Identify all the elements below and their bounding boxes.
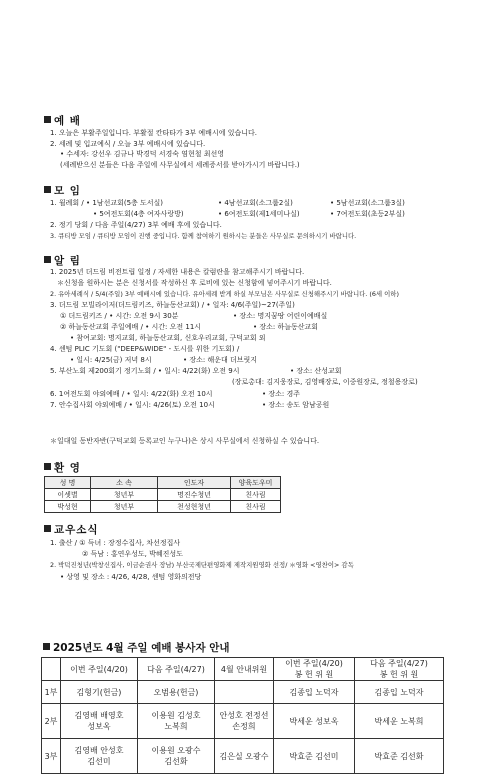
table-header: 이번 주일(4/20) [61,658,138,681]
table-cell: 김은실 오광수 [215,739,274,774]
table-row [45,489,281,501]
section-title-servers [43,640,230,655]
worship-line-2: 2. 세례 및 입교예식 / 오늘 3부 예배시에 있습니다. [50,140,206,148]
table-cell: 박성현 [45,501,91,513]
table-header-row [42,658,444,681]
worship-line-4: (세례받으신 분들은 다음 주일에 사무실에서 세례증서를 받아가시기 바랍니다.) [60,161,300,169]
table-cell: 이셋별 [45,489,91,501]
row-label: 3부 [42,739,61,774]
table-row [42,681,444,704]
table-cell: 박효준 김선미 [274,739,355,774]
square-bullet-icon [44,116,51,123]
table-cell: 명진수청년 [158,489,231,501]
section-title-worship [44,113,81,128]
meetings-line-1c: • 5남선교회(소그룹3실) [330,199,405,207]
table-header: 다음 주일(4/27) [138,658,215,681]
row-label: 2부 [42,704,61,739]
cell-line: 안성호 전정선 [219,711,269,720]
cell-line: 노복희 [164,722,188,731]
table-cell: 친사림 [231,501,281,513]
header-line: 다음 주일(4/27) [370,659,428,668]
worship-title: 예 배 [54,115,81,127]
table-cell: 김형기(헌금) [61,681,138,704]
announce-title: 알 림 [54,255,81,267]
worship-line-1: 1. 오늘은 부활주일입니다. 부활절 칸타타가 3부 예배시에 있습니다. [50,129,257,137]
table-cell: 김종입 노덕자 [274,681,355,704]
cell-line: 이용원 오광수 [151,746,201,755]
table-header-empty [42,658,61,681]
announce-line-2: ＊신청을 원하시는 분은 신청서를 작성하신 후 로비에 있는 신청함에 넣어주시기 바랍니다. [57,279,332,287]
table-header [274,658,355,681]
meetings-title: 모 임 [54,185,81,197]
table-header: 성 명 [45,477,91,489]
table-header: 인도자 [158,477,231,489]
news-line-1: 1. 출산 / ① 득녀 : 장정수집사, 차선정집사 [50,539,181,547]
table-header: 양육도우미 [231,477,281,489]
table-row [45,501,281,513]
cell-line: 이용원 김성호 [151,711,201,720]
announce-line-12a: 6. 1여전도회 야외예배 / • 일시: 4/22(화) 오전 10시 [50,390,213,398]
announce-line-6a: ② 하늘동산교회 주일예배 / • 시간: 오전 11시 [60,323,202,331]
announce-line-9b: • 장소: 해운대 더브릿지 [183,356,258,364]
table-header: 4월 안내위원 [215,658,274,681]
announce-line-8: 4. 센텀 PLIC 기도회 ("DEEP&WIDE" - 도시를 위한 기도회) / [50,345,240,353]
announce-note: ＊일대일 동반자반(구덕교회 등록교인 누구나)은 상시 사무실에서 신청하실 수 있습니다. [50,437,320,445]
square-bullet-icon [44,186,51,193]
section-title-members-news [44,522,99,537]
cell-line: 김선화 [164,757,188,766]
table-cell [61,704,138,739]
section-title-welcome [44,460,81,475]
meetings-line-2a: • 5여전도회(4층 여자사랑방) [93,210,184,218]
announce-line-11: (장로총대: 김지웅장로, 김영배장로, 이중원장로, 정철용장로) [232,378,418,386]
header-line: 봉 헌 위 원 [379,670,419,679]
cell-line: 김영배 안성호 [74,746,124,755]
announce-line-9a: • 일시: 4/25(금) 저녁 8시 [70,356,152,364]
table-cell [138,739,215,774]
table-cell: 김종입 노덕자 [355,681,444,704]
table-cell [215,704,274,739]
table-cell: 청년부 [91,489,158,501]
square-bullet-icon [44,256,51,263]
table-row [42,704,444,739]
table-cell [61,739,138,774]
header-line: 봉 헌 위 원 [294,670,334,679]
announce-line-12b: • 장소: 경주 [262,390,300,398]
table-header: 소 속 [91,477,158,489]
meetings-line-1a: 1. 월례회 / • 1남선교회(5층 도서실) [50,199,164,207]
announce-line-13a: 7. 안수집사회 야외예배 / • 일시: 4/26(토) 오전 10시 [50,401,215,409]
meetings-line-2b: • 6여전도회(제1세미나실) [218,210,300,218]
square-bullet-icon [44,525,51,532]
cell-line: 김선미 [87,757,111,766]
announce-line-10b: • 장소: 산성교회 [290,367,342,375]
cell-line: 손정희 [232,722,256,731]
members-news-title: 교우소식 [54,524,99,536]
servers-table [41,657,444,774]
news-line-3: 2. 박덕진청년(박창신집사, 이금순권사 장남) 부산국제단편영화제 제작지원영화 선정/ ＊영화 <영찬이> 감독 [50,561,354,569]
table-cell: 청년부 [91,501,158,513]
announce-line-6b: • 장소: 하늘동산교회 [253,323,319,331]
section-title-meetings [44,183,81,198]
table-cell: 천성현청년 [158,501,231,513]
meetings-line-4: 3. 큐티방 모임 / 큐티방 모임이 진행 중입니다. 함께 참여하기 원하시는 분들은 사무실로 문의하시기 바랍니다. [50,232,357,240]
meetings-line-3: 2. 정기 당회 / 다음 주일(4/27) 3부 예배 후에 있습니다. [50,221,222,229]
table-cell: 친사림 [231,489,281,501]
cell-line: 성보옥 [87,722,111,731]
table-cell: 박효준 김선화 [355,739,444,774]
table-cell: 오범용(헌금) [138,681,215,704]
table-cell: 박세운 노복희 [355,704,444,739]
announce-line-5a: ① 더드림키즈 / • 시간: 오전 9시 30분 [60,312,179,320]
section-title-announce [44,253,81,268]
announce-line-10a: 5. 부산노회 제200회기 정기노회 / • 일시: 4/22(화) 오전 9시 [50,367,240,375]
announce-line-7: • 참여교회: 명지교회, 하늘동산교회, 신호우리교회, 구덕교회 외 [70,334,266,342]
announce-line-4: 3. 더드림 모빌라이저(더드림키즈, 하늘동산교회) / • 일자: 4/6(주일)~27(주일) [50,301,295,309]
welcome-title: 환 영 [54,462,81,474]
cell-line: 김영배 배영호 [74,711,124,720]
servers-title: 2025년도 4월 주일 예배 봉사자 안내 [53,642,230,654]
meetings-line-2c: • 7여전도회(초등2부실) [330,210,405,218]
announce-line-5b: • 장소: 명지꿈땅 어린이예배실 [233,312,328,320]
table-cell: 박세운 성보옥 [274,704,355,739]
header-line: 이번 주일(4/20) [285,659,343,668]
announce-line-13b: • 장소: 송도 암남공원 [262,401,330,409]
table-cell [138,704,215,739]
news-line-4: • 상영 및 장소 : 4/26, 4/28, 센텀 영화의전당 [60,573,202,581]
table-row [42,739,444,774]
meetings-line-1b: • 4남선교회(소그룹2실) [218,199,293,207]
announce-line-3: 2. 유아세례식 / 5/4(주일) 3부 예배시에 있습니다. 유아세례 받게 하실 부모님은 사무실로 신청해주시기 바랍니다. (6세 이하) [50,290,399,298]
announce-line-1: 1. 2025년 더드림 비전트립 일정 / 자세한 내용은 칼럼란을 참고해주시기 바랍니다. [50,268,305,276]
table-header-row [45,477,281,489]
row-label: 1부 [42,681,61,704]
square-bullet-icon [44,463,51,470]
worship-line-3: • 수세자: 강선우 김규나 박경덕 서경숙 염현철 최선영 [60,150,225,158]
square-bullet-icon [43,643,50,650]
table-cell [215,681,274,704]
news-line-2: ② 득남 : 홍연우성도, 박혜진성도 [82,550,183,558]
welcome-table [44,476,281,513]
table-header [355,658,444,681]
